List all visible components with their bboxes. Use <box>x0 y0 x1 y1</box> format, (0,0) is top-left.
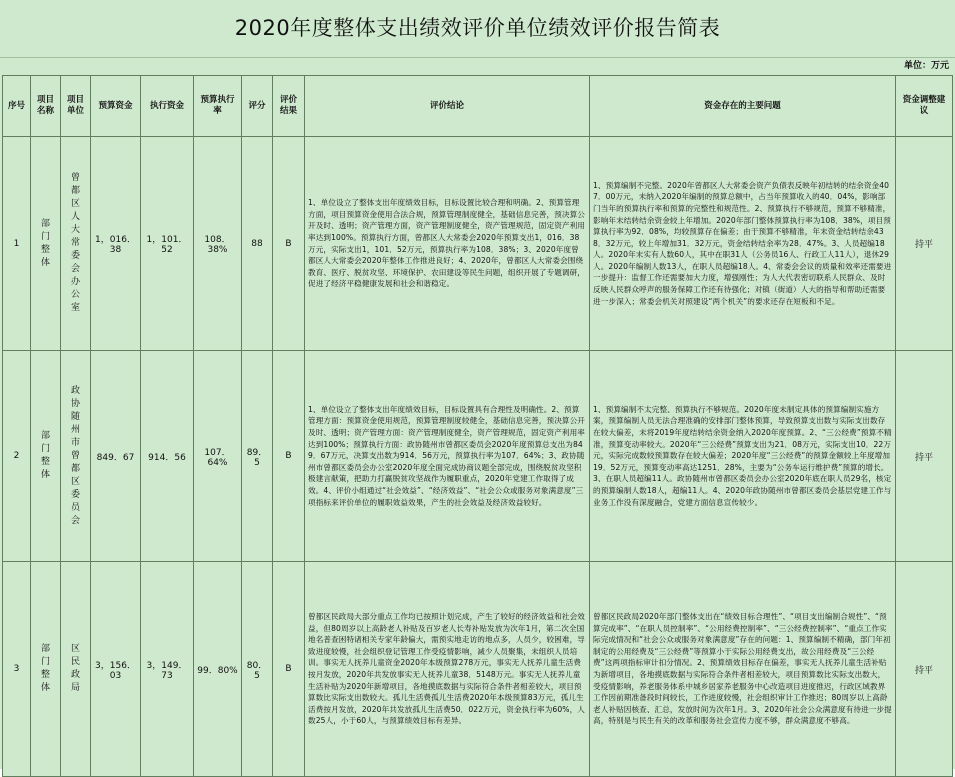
cell-budget[interactable]: 849．67 <box>91 351 141 562</box>
cell-adjustment[interactable]: 持平 <box>896 137 953 351</box>
cell-conclusion[interactable]: 1、单位设立了整体支出年度绩效目标，目标设置比较合理和明确。2、预算管理方面，项目预算资金使用合法合规，预算管理制度健全，基础信息完善，预决算公开及时、透明；资产管理方面，资产管理制度健全，资产管理规范，固定资产利用率达到100%。预算执行方面，曾都区人大常委会2020年预算支出1，016．38万元，实际支出1，101．52万元，预算执行率为108．38%；3、2020年度曾都区人大常委会2020年整体工作推进良好；4、2020年，曾都区人大常委会围绕教育、医疗、脱贫攻坚、环境保护、农田建设等民生问题，组织开展了专题调研，促进了经济平稳健康发展和社会和谐稳定。 <box>305 137 590 351</box>
cell-project-name[interactable]: 部门整体 <box>31 562 61 777</box>
cell-seq[interactable]: 2 <box>3 351 31 562</box>
header-seq[interactable]: 序号 <box>3 76 31 137</box>
cell-conclusion[interactable]: 曾都区民政局大部分重点工作均已按照计划完成，产生了较好的经济效益和社会效益，但80周岁以上高龄老人补贴及百岁老人长寿补贴发放为次年1月，第二次全国地名普查困特诸相关专家年龄偏大，需预实地走访的地点多，人员少，较困难，导致进度较慢，社会组织登记管理工作受疫情影响，减少人员聚集，未组织人员培训。事实无人抚养儿童资金2020年本级预算278万元，事实无人抚养儿童生活费按月发放，2020年共发放事实无人抚养儿童38．5148万元。事实无人抚养儿童生活补贴为2020年新增项目，各地摸底数据与实际符合条件者相差较大，项目预算数比实际支出数较大。孤儿生活费孤儿生活费2020年本级预算83万元，孤儿生活费按月发放，2020年共发放孤儿生活费50．022万元，资金执行率为60%，人数25人，小于60人，与预算绩效目标有差异。 <box>305 562 590 777</box>
header-adjustment[interactable]: 资金调整建议 <box>896 76 953 137</box>
cell-executed[interactable]: 914．56 <box>141 351 194 562</box>
cell-issues[interactable]: 1、预算编制不完整。2020年曾都区人大常委会资产负债表反映年初结转的结余资金407．00万元，未纳入2020年编制的预算总额中，占当年预算收入的40．04%，影响部门当年的预算执行率和预算的完整性和规范性。2、预算执行不够规范，预算不够精准，影响年末结转结余资金较上年增加。2020年部门整体预算执行率为108．38%，项目预算执行率为92．08%，均较预算存在偏差；由于预算不够精准，年末资金结转结余438．32万元，较上年增加31．32万元，资金结转结余率为28．47%。3、人员超编18人。2020年末实有人数60人，其中在职31人（公务员16人、行政工人11人），退休29人。2020年编制人数13人，在职人员超编18人。4、常委会会议的质量和效率还需要进一步提升：监督工作还需要加大力度，增强刚性；为人大代表密切联系人民群众、及时反映人民群众呼声的服务保障工作还有待强化；对镇（街道）人大的指导和帮助还需要进一步深入；常委会机关对照建设“两个机关”的要求还存在短板和不足。 <box>590 137 896 351</box>
cell-seq[interactable]: 1 <box>3 137 31 351</box>
report-table <box>2 75 953 777</box>
cell-result[interactable]: B <box>273 562 305 777</box>
header-conclusion[interactable]: 评价结论 <box>305 76 590 137</box>
cell-seq[interactable]: 3 <box>3 562 31 777</box>
table-row <box>3 562 953 777</box>
table-row <box>3 351 953 562</box>
header-score[interactable]: 评分 <box>242 76 273 137</box>
cell-project-name[interactable]: 部门整体 <box>31 351 61 562</box>
cell-conclusion[interactable]: 1、单位设立了整体支出年度绩效目标，目标设置具有合理性及明确性。2、预算管理方面：预算资金使用规范，预算管理制度较健全，基础信息完善，预决算公开及时、透明；资产管理方面：资产管理制度健全，资产管理规范，固定资产利用率达到100%；预算执行方面：政协随州市曾都区委员会2020年度预算总支出为849．67万元，决算支出数为914．56万元，预算执行率为107．64%；3、政协随州市曾都区委员会办公室2020年度全面完成协商议题全部完成，围绕脱贫攻坚积极建言献策，把助力打赢脱贫攻坚战作为履职重点，2020年党建工作取得了成效。4、评价小组通过“社会效益”、“经济效益”、“社会公众或服务对象满意度”三项指标来评价单位的履职效益效果，产生的社会效益及经济效益较好。 <box>305 351 590 562</box>
title-area <box>0 0 955 58</box>
cell-project-unit[interactable]: 曾都区人大常委会办公室 <box>61 137 91 351</box>
cell-result[interactable]: B <box>273 351 305 562</box>
report-title: 2020年度整体支出绩效评价单位绩效评价报告简表 <box>234 16 721 40</box>
header-project-name[interactable]: 项目名称 <box>31 76 61 137</box>
header-project-unit[interactable]: 项目单位 <box>61 76 91 137</box>
cell-budget[interactable]: 3，156．03 <box>91 562 141 777</box>
unit-label: 单位：万元 <box>903 61 949 71</box>
cell-issues[interactable]: 曾都区民政局2020年部门整体支出在“绩效目标合理性”、“项目支出编制合规性”、“预算完成率”、“在职人员控制率”、“公用经费控制率”、“三公经费控制率”、“重点工作实际完成情况和“社会公众或服务对象满意度”存在的问题：1、预算编制不精确，部门年初制定的公用经费及“三公经费”等预算小于实际公用经费支出，故公用经费及“三公经费”这两项指标审计扣分情况。2、预算绩效目标存在偏差，事实无人抚养儿童生活补贴为新增项目，各地摸底数据与实际符合条件者相差较大，项目预算数比实际支出数大，受疫情影响，养老服务体系中城乡居家养老服务中心改造项目进度推迟，行政区域教界工作因前期准备段时间较长，工作进度较慢，社会组织审计工作推迟；80周岁以上高龄老人补贴因核查、汇总，发放时间为次年1月。3、2020年社会公众满意度有待进一步提高，特别是与民生有关的改革和服务社会宣传力度不够，群众满意度不够高。 <box>590 562 896 777</box>
cell-executed[interactable]: 3，149．73 <box>141 562 194 777</box>
cell-executed[interactable]: 1，101．52 <box>141 137 194 351</box>
cell-score[interactable]: 80．5 <box>242 562 273 777</box>
cell-adjustment[interactable]: 持平 <box>896 351 953 562</box>
header-executed[interactable]: 执行资金 <box>141 76 194 137</box>
header-row <box>3 76 953 137</box>
cell-project-unit[interactable]: 区民政局 <box>61 562 91 777</box>
cell-score[interactable]: 89．5 <box>242 351 273 562</box>
header-exec-rate[interactable]: 预算执行率 <box>194 76 242 137</box>
cell-project-unit[interactable]: 政协随州市曾都区委员会 <box>61 351 91 562</box>
cell-budget[interactable]: 1，016．38 <box>91 137 141 351</box>
cell-exec-rate[interactable]: 99．80% <box>194 562 242 777</box>
header-issues[interactable]: 资金存在的主要问题 <box>590 76 896 137</box>
header-budget[interactable]: 预算资金 <box>91 76 141 137</box>
cell-issues[interactable]: 1、预算编制不太完整、预算执行不够规范。2020年度未制定具体的预算编制实施方案，预算编制人员无法合理准确的安排部门整体预算，导致预算支出数与实际支出数存在较大偏差，未将2019年度结转结余资金纳入2020年度预算。2、“三公经费”预算不精准，预算变动率较大。2020年“三公经费”预算支出为21．08万元，实际支出10．22万元，实际完成数较预算数存在较大偏差；2020年度“三公经费”的预算金额较上年度增加19．52万元，预算变动率高达1251．28%，主要为“公务车运行维护费”预算的增长。3、在职人员超编11人。政协随州市曾都区委员会办公室2020年底在职人员29名，核定的预算编制人数18人，超编11人。4、2020年政协随州市曾都区委员会基层党建工作与业务工作没有深度融合，党建方面信息宣传较少。 <box>590 351 896 562</box>
cell-project-name[interactable]: 部门整体 <box>31 137 61 351</box>
cell-result[interactable]: B <box>273 137 305 351</box>
cell-exec-rate[interactable]: 107．64% <box>194 351 242 562</box>
cell-adjustment[interactable]: 持平 <box>896 562 953 777</box>
cell-score[interactable]: 88 <box>242 137 273 351</box>
table-row <box>3 137 953 351</box>
cell-exec-rate[interactable]: 108．38% <box>194 137 242 351</box>
header-result[interactable]: 评价结果 <box>273 76 305 137</box>
